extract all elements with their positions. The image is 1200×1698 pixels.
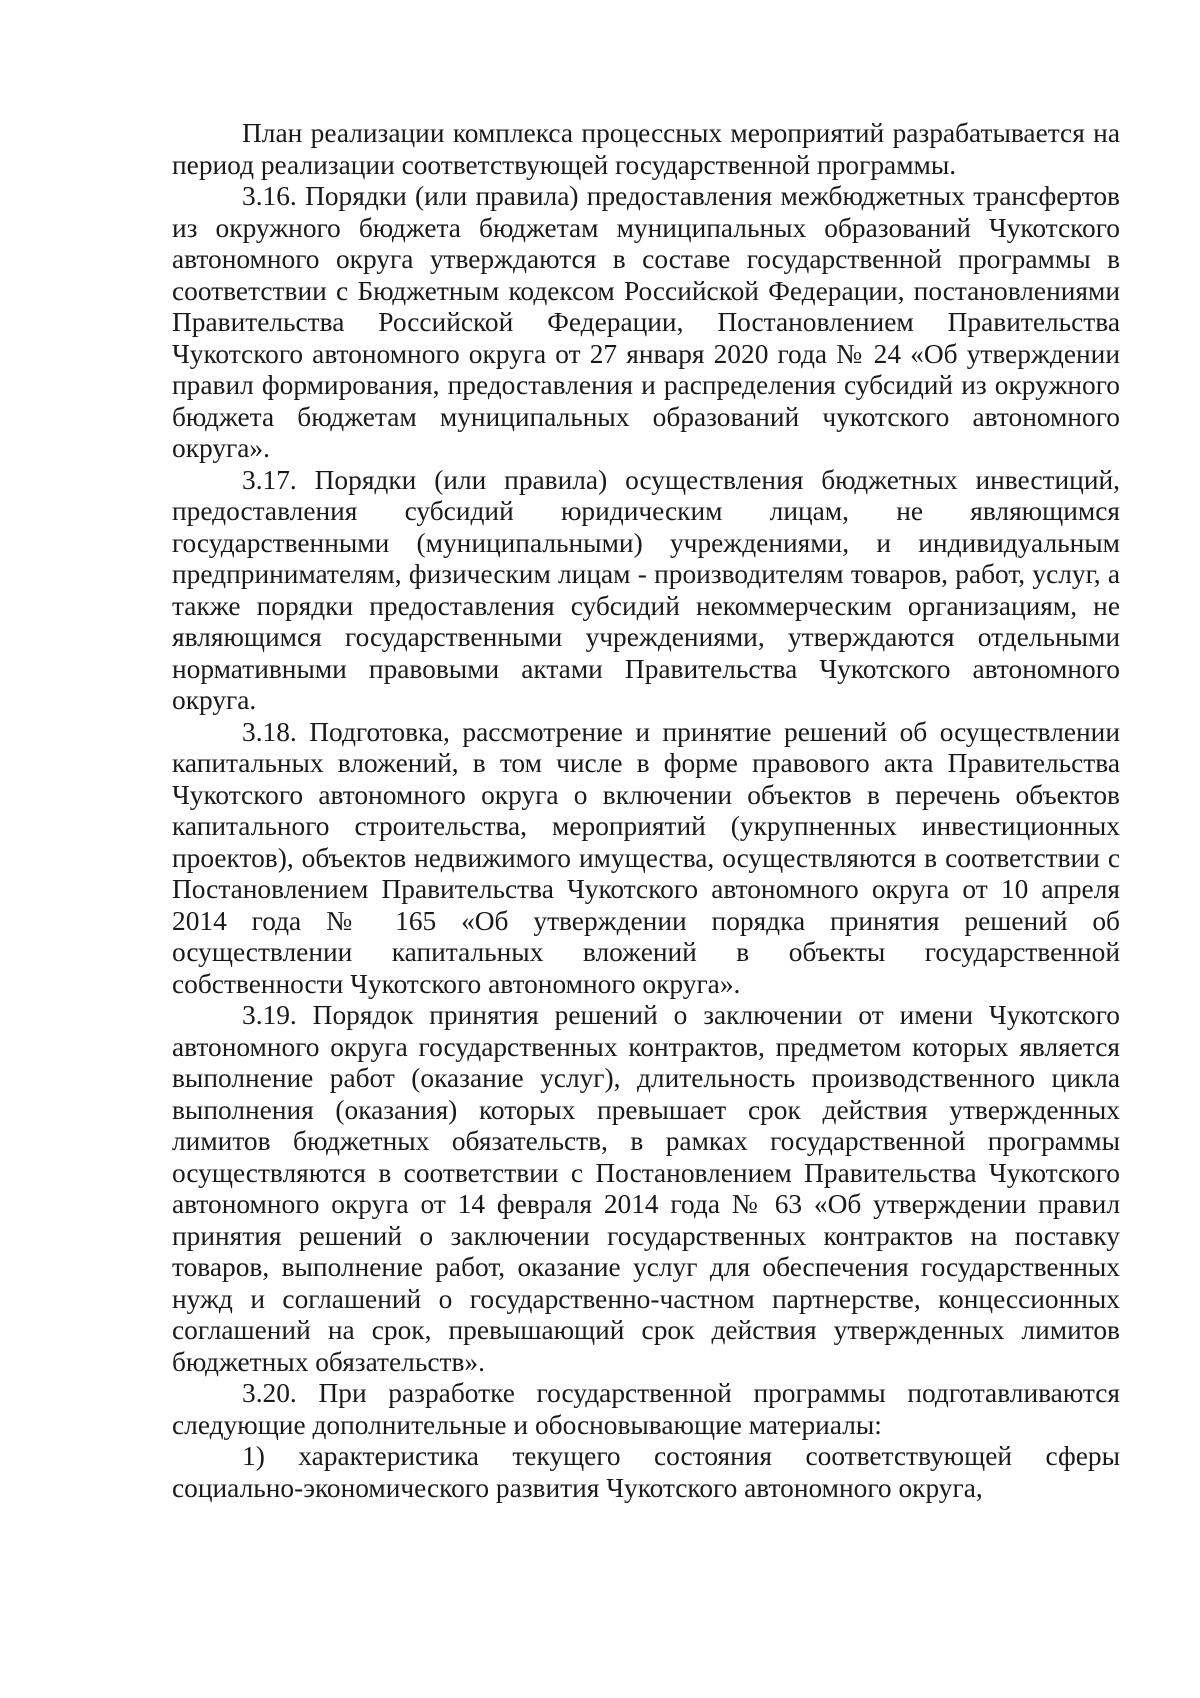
paragraph-3-18: 3.18. Подготовка, рассмотрение и принятие решений об осуществлении капитальных вложений, в том числе в форме правового акта Правительства Чукотского автономного округа о включении объектов в перечень объектов капитального строительства, мероприятий (укрупненных инвестиционных проектов), объектов недвижимого имущества, осуществляются в соответствии с Постановлением Правительства Чукотского автономного округа от 10 апреля 2014 года № 165 «Об утверждении порядка принятия решений об осуществлении капитальных вложений в объекты государственной собственности Чукотского автономного округа». — [172, 716, 1120, 999]
paragraph-3-17: 3.17. Порядки (или правила) осуществления бюджетных инвестиций, предоставления субсидий юридическим лицам, не являющимся государственными (муниципальными) учреждениями, и индивидуальным предпринимателям, физическим лицам - производителям товаров, работ, услуг, а также порядки предоставления субсидий некоммерческим организациям, не являющимся государственными учреждениями, утверждаются отдельными нормативными правовыми актами Правительства Чукотского автономного округа. — [172, 464, 1120, 715]
paragraph-3-20: 3.20. При разработке государственной программы подготавливаются следующие дополнительные и обосновывающие материалы: — [172, 1378, 1120, 1440]
paragraph-item-1: 1) характеристика текущего состояния соответствующей сферы социально-экономического развития Чукотского автономного округа, — [172, 1441, 1120, 1503]
paragraph-plan-implementation: План реализации комплекса процессных мероприятий разрабатывается на период реализации соответствующей государственной программы. — [172, 118, 1120, 180]
paragraph-3-19: 3.19. Порядок принятия решений о заключении от имени Чукотского автономного округа государственных контрактов, предметом которых является выполнение работ (оказание услуг), длительность производственного цикла выполнения (оказания) которых превышает срок действия утвержденных лимитов бюджетных обязательств, в рамках государственной программы осуществляются в соответствии с Постановлением Правительства Чукотского автономного округа от 14 февраля 2014 года № 63 «Об утверждении правил принятия решений о заключении государственных контрактов на поставку товаров, выполнение работ, оказание услуг для обеспечения государственных нужд и соглашений о государственно-частном партнерстве, концессионных соглашений на срок, превышающий срок действия утвержденных лимитов бюджетных обязательств». — [172, 1000, 1120, 1377]
document-body — [172, 118, 1120, 1504]
paragraph-3-16: 3.16. Порядки (или правила) предоставления межбюджетных трансфертов из окружного бюджета бюджетам муниципальных образований Чукотского автономного округа утверждаются в составе государственной программы в соответствии с Бюджетным кодексом Российской Федерации, постановлениями Правительства Российской Федерации, Постановлением Правительства Чукотского автономного округа от 27 января 2020 года № 24 «Об утверждении правил формирования, предоставления и распределения субсидий из окружного бюджета бюджетам муниципальных образований чукотского автономного округа». — [172, 181, 1120, 463]
